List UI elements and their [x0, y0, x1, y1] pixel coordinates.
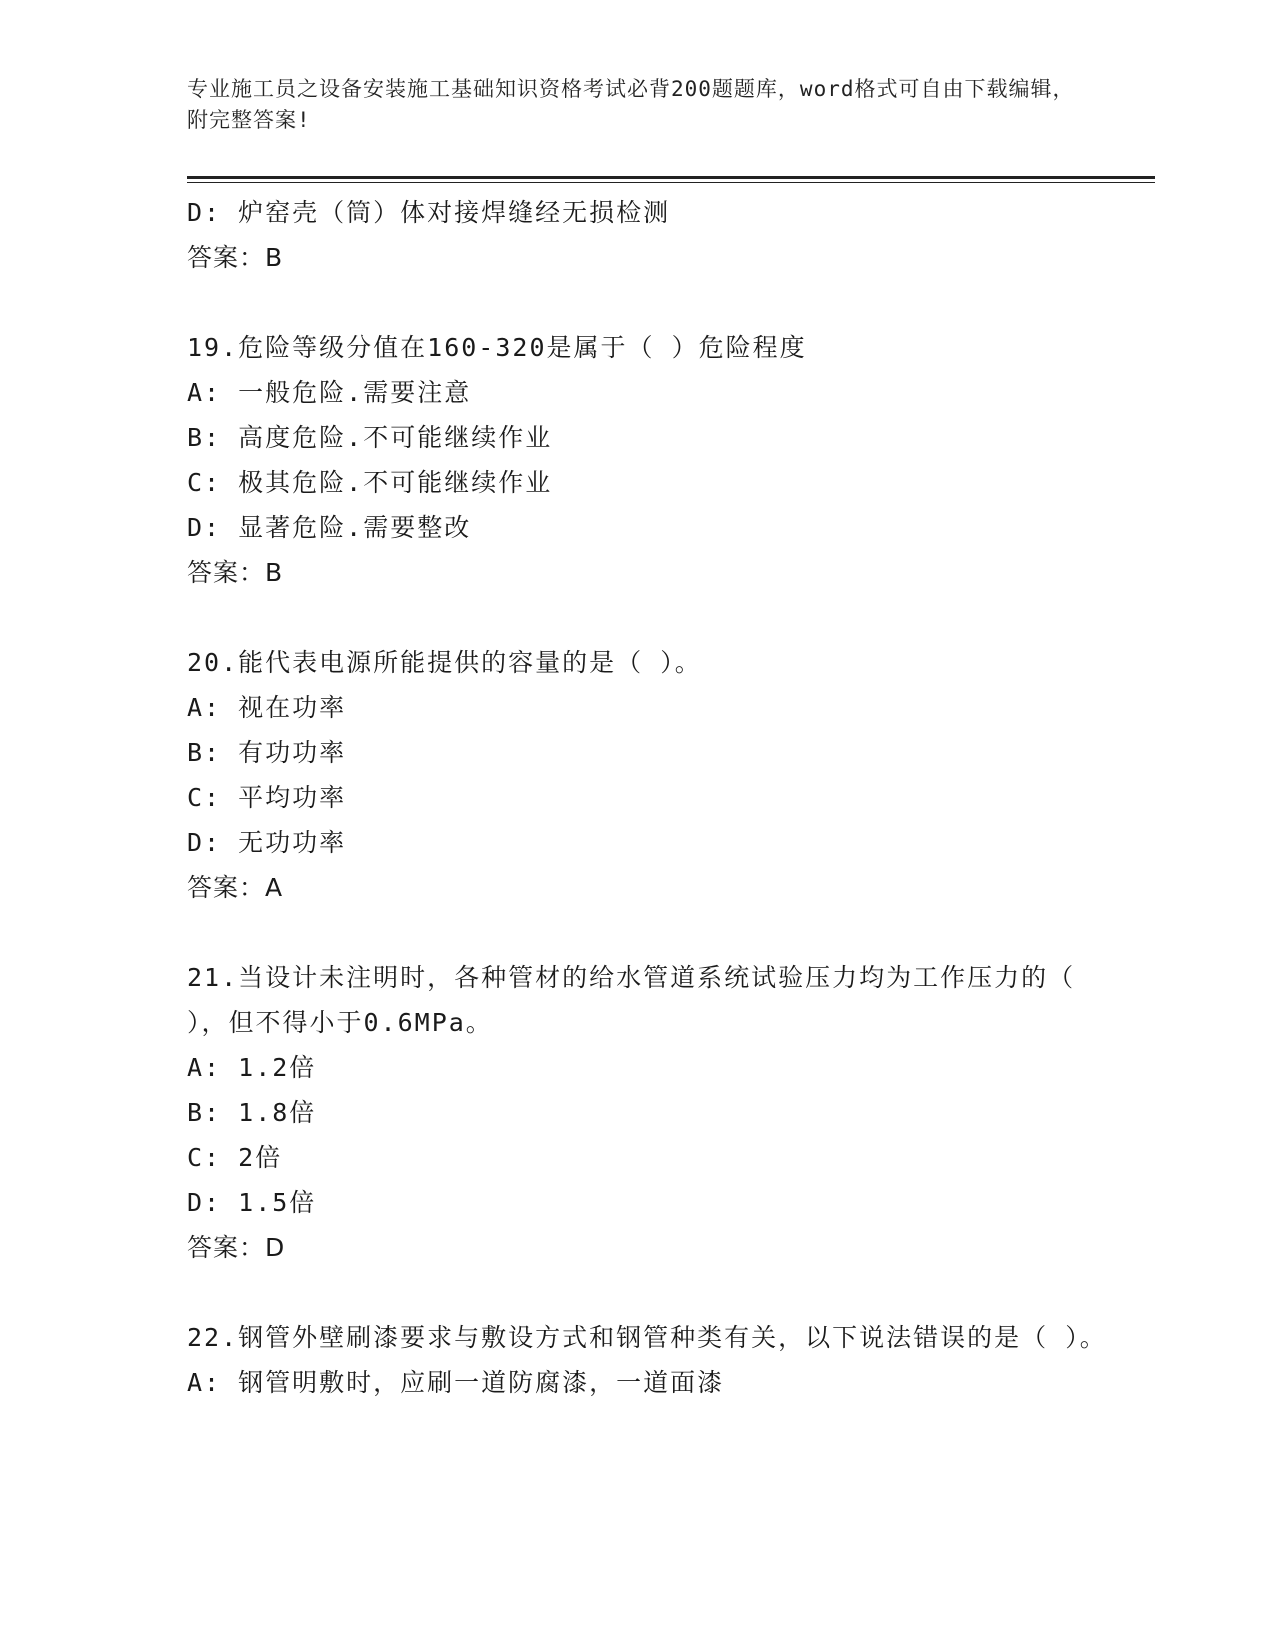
- option-b: B: 高度危险.不可能继续作业: [187, 423, 553, 452]
- spacer: [187, 280, 1107, 325]
- answer-label: 答案：B: [187, 243, 284, 272]
- option-c: C: 2倍: [187, 1143, 283, 1172]
- question-19: [187, 325, 1107, 595]
- answer-label: 答案：A: [187, 873, 284, 902]
- option-a: A: 一般危险.需要注意: [187, 378, 472, 407]
- spacer: [187, 910, 1107, 955]
- question-text: 20.能代表电源所能提供的容量的是（ ）。: [187, 648, 702, 677]
- option-c: C: 平均功率: [187, 783, 347, 812]
- option-d: D: 炉窑壳（筒）体对接焊缝经无损检测: [187, 198, 671, 227]
- answer-label: 答案：D: [187, 1233, 286, 1262]
- spacer: [187, 1270, 1107, 1315]
- question-text: 21.当设计未注明时，各种管材的给水管道系统试验压力均为工作压力的（ ），但不得小于0.6MPa。: [187, 963, 1076, 1037]
- option-d: D: 显著危险.需要整改: [187, 513, 472, 542]
- option-a: A: 视在功率: [187, 693, 347, 722]
- answer-label: 答案：B: [187, 558, 284, 587]
- option-d: D: 1.5倍: [187, 1188, 317, 1217]
- option-d: D: 无功功率: [187, 828, 347, 857]
- option-a: A: 钢管明敷时，应刷一道防腐漆，一道面漆: [187, 1368, 725, 1397]
- question-text: 19.危险等级分值在160-320是属于（ ）危险程度: [187, 333, 807, 362]
- header-divider-thick: [187, 176, 1155, 179]
- option-a: A: 1.2倍: [187, 1053, 317, 1082]
- option-b: B: 1.8倍: [187, 1098, 317, 1127]
- question-21: [187, 955, 1107, 1270]
- option-b: B: 有功功率: [187, 738, 347, 767]
- header-divider-thin: [187, 182, 1155, 183]
- option-c: C: 极其危险.不可能继续作业: [187, 468, 553, 497]
- question-20: [187, 640, 1107, 910]
- document-header: 专业施工员之设备安装施工基础知识资格考试必背200题题库，word格式可自由下载编辑，附完整答案!: [187, 77, 1075, 132]
- question-18-tail: [187, 190, 1107, 280]
- question-22: [187, 1315, 1107, 1405]
- question-content: [187, 190, 1107, 1405]
- spacer: [187, 595, 1107, 640]
- question-text: 22.钢管外壁刷漆要求与敷设方式和钢管种类有关，以下说法错误的是（ ）。: [187, 1323, 1107, 1352]
